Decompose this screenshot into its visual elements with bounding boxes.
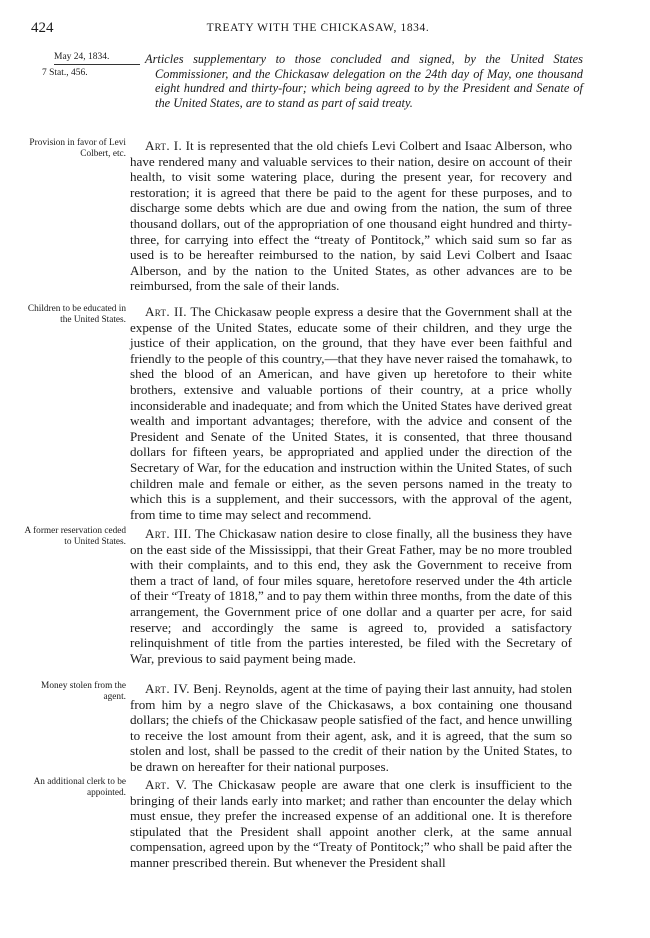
article-text xyxy=(130,304,572,522)
margin-note: An additional clerk to be appointed. xyxy=(33,777,126,798)
article-label: Art. I. xyxy=(145,138,183,153)
article-label: Art. II. xyxy=(145,304,187,319)
margin-statute-citation: 7 Stat., 456. xyxy=(42,68,88,78)
article-body: The Chickasaw nation desire to close finally, all the business they have on the east side of the Mississippi, that their Great Father, may be no more troubled with their complaints, and to this end, they ask the Government to receive from them a tract of land, of four miles square, heretofore reserved under the 4th article of their “Treaty of 1818,” and to pay them within three months, from the date of this arrangement, the Government price of one dollar and a quarter per acre, for said reserve; and accordingly the same is agreed to, provided a satisfactory relinquishment of title from the parties interested, be filed with the Secretary of War, previous to said payment being made. xyxy=(130,526,572,666)
article-text xyxy=(130,526,572,666)
margin-date: May 24, 1834. xyxy=(54,52,110,62)
running-title: TREATY WITH THE CHICKASAW, 1834. xyxy=(206,22,430,34)
margin-note: Children to be educated in the United States. xyxy=(27,304,126,325)
margin-note: Money stolen from the agent. xyxy=(41,681,126,702)
margin-note: A former reservation ceded to United States. xyxy=(24,526,126,547)
article-text xyxy=(130,777,572,871)
article-body: It is represented that the old chiefs Levi Colbert and Isaac Alberson, who have rendered many and valuable services to their nation, desire on account of their health, to visit some watering place, during the present year, for recovery and restoration; it is agreed that there be paid to the agent for these purposes, and to discharge some debts which are due and owing from the nation, the sum of three thousand dollars, out of the appropriation of one thousand eight hundred and thirty-three, for carrying into effect the “treaty of Pontitock,” which said sum so far as used is to be hereafter reimbursed to the nation, by said Levi Colbert and Isaac Alberson, and by the nation to the United States, as other advances are to be reimbursed, from the sale of their lands. xyxy=(130,138,572,294)
article-text xyxy=(130,138,572,294)
article-body: The Chickasaw people are aware that one clerk is insufficient to the bringing of their lands early into market; and rather than encounter the delay which must ensue, they prefer the increased expense of an additional one. It is therefore stipulated that the President shall appoint another clerk, at the same annual compensation, agreed upon by the “Treaty of Pontitock;” who shall be paid after the manner prescribed therein. But whenever the President shall xyxy=(130,777,572,870)
page-header xyxy=(31,20,571,40)
page-number: 424 xyxy=(31,20,54,36)
article-text xyxy=(130,681,572,775)
margin-note: Provision in favor of Levi Colbert, etc. xyxy=(29,138,126,159)
article-label: Art. IV. xyxy=(145,681,190,696)
article-body: Benj. Reynolds, agent at the time of paying their last annuity, had stolen from him by a negro slave of the Chickasaws, a box containing one thousand dollars; the chiefs of the Chickasaw people satisfied of the fact, and hence unwilling to receive the lost amount from their agent, ask, and it is agreed, that the sum so stolen and lost, shall be passed to the credit of their nation by the United States, to be drawn on hereafter for their national purposes. xyxy=(130,681,573,774)
date-underline xyxy=(54,64,140,65)
intro-heading: Articles supplementary to those concluded and signed, by the United States Commissioner, and the Chickasaw delegation on the 24th day of May, one thousand eight hundred and thirty-four; which being agreed to by the President and Senate of the United States, are to stand as part of said treaty. xyxy=(145,52,583,110)
article-label: Art. V. xyxy=(145,777,188,792)
article-label: Art. III. xyxy=(145,526,192,541)
article-body: The Chickasaw people express a desire that the Government shall at the expense of the United States, educate some of their children, and they urge the justice of their application, on the ground, that they have ever been faithful and friendly to the people of this country,—that they have never raised the tomahawk, to shed the blood of an American, and have given up heretofore to their white brothers, extensive and valuable portions of their country, at a price wholly inconsiderable and inadequate; and from which the United States have derived great wealth and important advantages; therefore, with the advice and consent of the President and Senate of the United States, it is consented, that three thousand dollars for fifteen years, be appropriated and applied under the direction of the Secretary of War, for the education and instruction within the United States, of such children male and female or either, as the seven persons named in the treaty to which this is a supplement, and their successors, with the approval of the agent, from time to time may select and recommend. xyxy=(130,304,572,522)
